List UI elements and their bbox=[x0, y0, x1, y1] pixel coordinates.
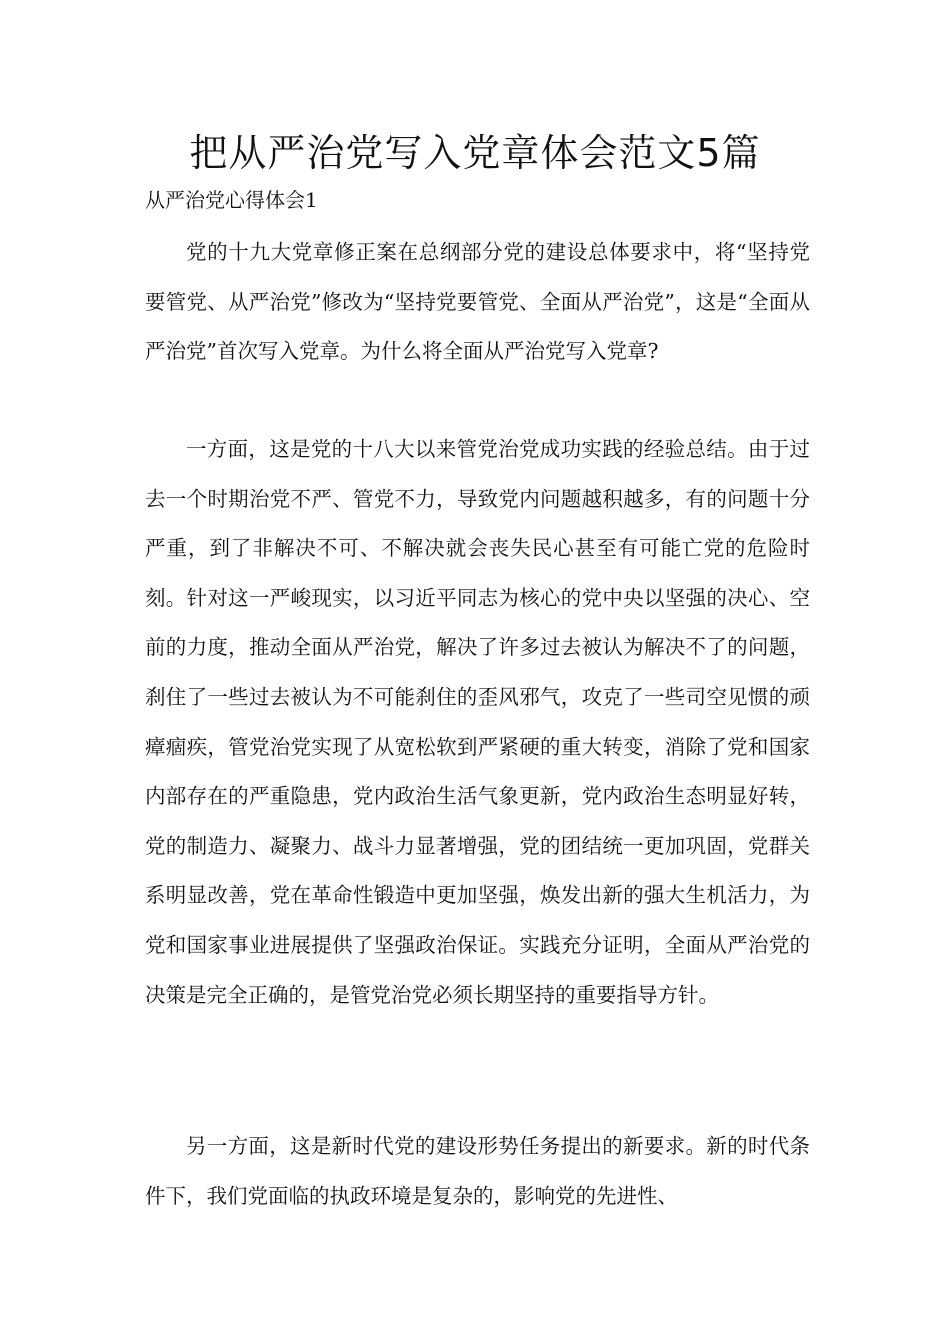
paragraph-3: 另一方面，这是新时代党的建设形势任务提出的新要求。新的时代条件下，我们党面临的执政环境是复杂的，影响党的先进性、 bbox=[145, 1134, 810, 1208]
document-title: 把从严治党写入党章体会范文5篇 bbox=[189, 131, 761, 175]
section-subheading: 从严治党心得体会1 bbox=[145, 188, 318, 212]
paragraph-1: 党的十九大党章修正案在总纲部分党的建设总体要求中，将“坚持党要管党、从严治党”修改为“坚持党要管党、全面从严治党”，这是“全面从严治党”首次写入党章。为什么将全面从严治党写入党章? bbox=[145, 240, 810, 364]
paragraph-2: 一方面，这是党的十八大以来管党治党成功实践的经验总结。由于过去一个时期治党不严、管党不力，导致党内问题越积越多，有的问题十分严重，到了非解决不可、不解决就会丧失民心甚至有可能亡党的危险时刻。针对这一严峻现实，以习近平同志为核心的党中央以坚强的决心、空前的力度，推动全面从严治党，解决了许多过去被认为解决不了的问题，刹住了一些过去被认为不可能刹住的歪风邪气，攻克了一些司空见惯的顽瘴痼疾，管党治党实现了从宽松软到严紧硬的重大转变，消除了党和国家内部存在的严重隐患，党内政治生活气象更新，党内政治生态明显好转，党的制造力、凝聚力、战斗力显著增强，党的团结统一更加巩固，党群关系明显改善，党在革命性锻造中更加坚强，焕发出新的强大生机活力，为党和国家事业进展提供了坚强政治保证。实践充分证明，全面从严治党的决策是完全正确的，是管党治党必须长期坚持的重要指导方针。 bbox=[145, 437, 810, 1007]
